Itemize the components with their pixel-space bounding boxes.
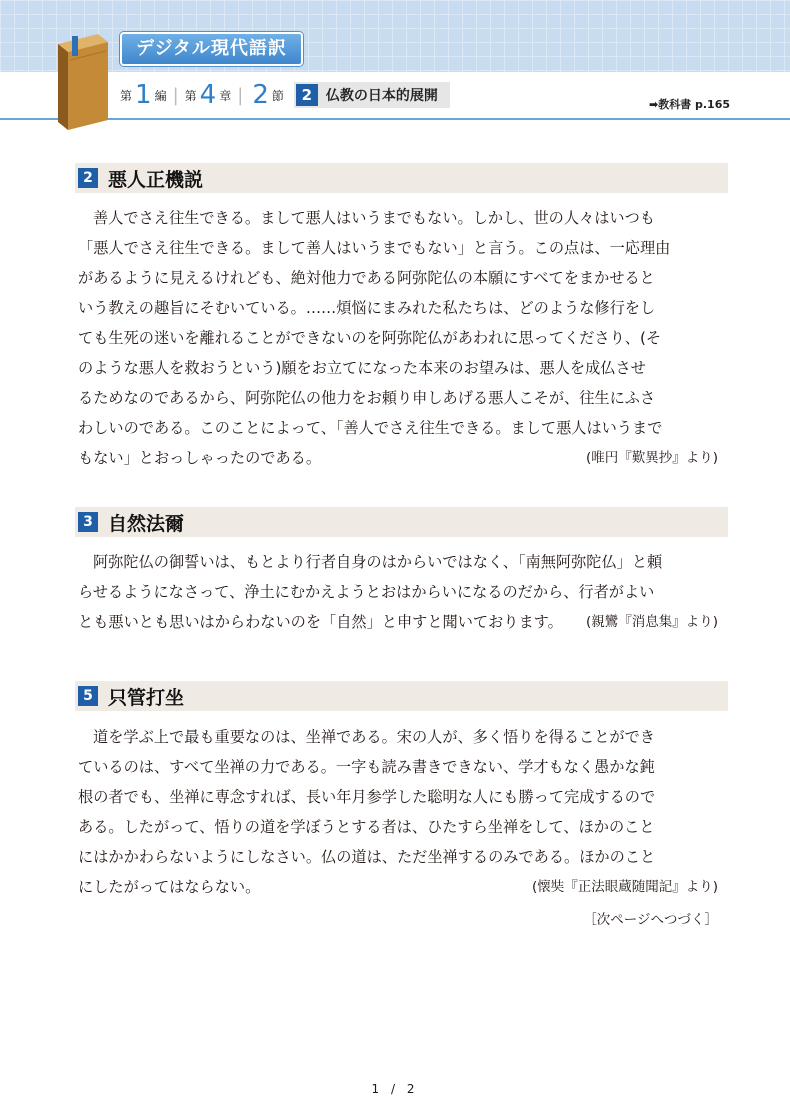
crumb-setsu-number: 2 [252, 80, 269, 110]
section-body [78, 203, 718, 473]
body-line: もない」とおっしゃったのである。 [78, 449, 321, 467]
breadcrumb [120, 80, 450, 110]
body-line-last [78, 872, 718, 902]
crumb-sho-prefix: 第 [184, 88, 197, 103]
section-title: 只管打坐 [108, 686, 185, 709]
body-line: 道を学ぶ上で最も重要なのは、坐禅である。宋の人が、多く悟りを得ることができ [93, 728, 655, 746]
section-heading [75, 163, 728, 193]
section-heading [75, 681, 728, 711]
section-body [78, 722, 718, 902]
body-line: 「悪人でさえ往生できる。まして善人はいうまでもない」と言う。この点は、一応理由 [78, 239, 671, 257]
crumb-sho-suffix: 章 [219, 88, 232, 103]
body-line: があるように見えるけれども、絶対他力である阿弥陀仏の本願にすべてをまかせると [78, 269, 655, 287]
body-line: らせるようになさって、浄土にむかえようとおはからいになるのだから、行者がよい [78, 583, 655, 601]
section-body [78, 547, 718, 637]
header-rule [0, 118, 790, 120]
crumb-separator: | [237, 84, 244, 106]
book-icon [50, 30, 112, 130]
section-number: 3 [78, 512, 98, 532]
body-line: 根の者でも、坐禅に専念すれば、長い年月参学した聡明な人にも勝って完成するので [78, 788, 656, 806]
section-chip-number: 2 [296, 84, 318, 106]
body-line: 阿弥陀仏の御誓いは、もとより行者自身のはからいではなく、「南無阿弥陀仏」と頼 [93, 553, 663, 571]
body-line: のような悪人を救おうという)願をお立てになった本来のお望みは、悪人を成仏させ [78, 359, 646, 377]
source-citation: (懐奘『正法眼蔵随聞記』より) [531, 879, 718, 895]
body-line: いう教えの趣旨にそむいている。……煩悩にまみれた私たちは、どのような修行をし [78, 299, 656, 317]
source-citation: (親鸞『消息集』より) [585, 614, 718, 630]
body-line-last [78, 607, 718, 637]
section-title: 自然法爾 [108, 512, 185, 535]
continued-notice: ［次ページへつづく］ [583, 912, 718, 928]
section-title: 悪人正機説 [108, 168, 204, 191]
body-line: ある。したがって、悟りの道を学ぼうとする者は、ひたすら坐禅をして、ほかのこと [78, 818, 655, 836]
section-number: 2 [78, 168, 98, 188]
crumb-hen-suffix: 編 [154, 88, 167, 103]
body-line: にしたがってはならない。 [78, 878, 261, 896]
body-line: るためなのであるから、阿弥陀仏の他力をお頼り申しあげる悪人こそが、往生にふさ [78, 389, 656, 407]
crumb-setsu-suffix: 節 [271, 88, 284, 103]
body-line: 善人でさえ往生できる。まして悪人はいうまでもない。しかし、世の人々はいつも [93, 209, 655, 227]
crumb-hen-number: 1 [135, 80, 152, 110]
body-line: わしいのである。このことによって、「善人でさえ往生できる。まして悪人はいうまで [78, 419, 663, 437]
body-line: ているのは、すべて坐禅の力である。一字も読み書きできない、学才もなく愚かな鈍 [78, 758, 655, 776]
header-band [0, 0, 790, 72]
section-number: 5 [78, 686, 98, 706]
section-heading [75, 507, 728, 537]
section-chip-title: 仏教の日本的展開 [325, 88, 438, 104]
source-citation: (唯円『歎異抄』より) [585, 450, 718, 466]
crumb-separator: | [172, 84, 179, 106]
body-line: ても生死の迷いを離れることができないのを阿弥陀仏があわれに思ってくださり、(そ [78, 329, 662, 347]
section-chip [294, 82, 450, 108]
body-line-last [78, 443, 718, 473]
page-number: 1 / 2 [371, 1082, 419, 1096]
textbook-reference: ➡教科書 p.165 [648, 98, 730, 111]
page-title: デジタル現代語訳 [120, 32, 303, 66]
crumb-sho-number: 4 [199, 80, 217, 110]
crumb-hen-prefix: 第 [120, 88, 133, 103]
body-line: とも悪いとも思いはからわないのを「自然」と申すと聞いております。 [78, 613, 563, 631]
body-line: にはかかわらないようにしなさい。仏の道は、ただ坐禅するのみである。ほかのこと [78, 848, 656, 866]
